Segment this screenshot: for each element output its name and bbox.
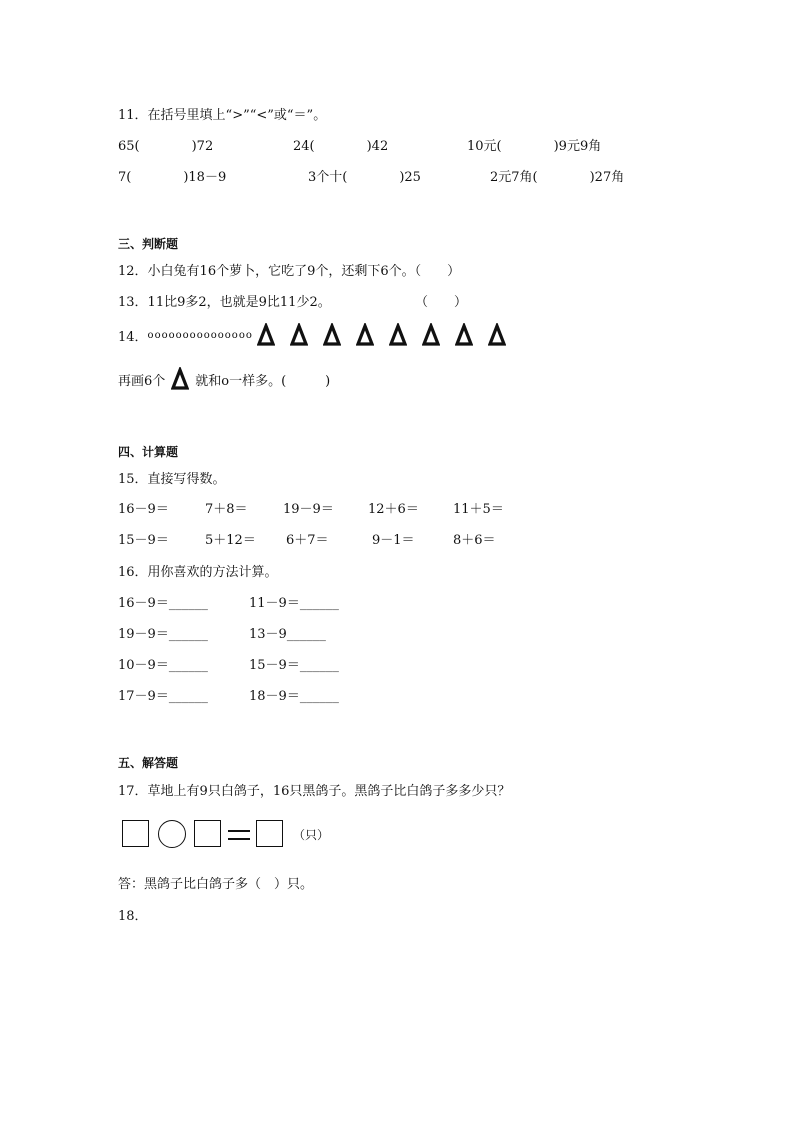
answer-box <box>122 820 149 847</box>
q11-item: 24( )42 <box>293 139 389 154</box>
question-17: 17．草地上有9只白鸽子，16只黑鸽子。黑鸽子比白鸽子多多少只？ <box>118 784 511 799</box>
question-18: 18． <box>118 909 148 924</box>
triangle-icon <box>488 323 506 347</box>
calc-blank: 16－9＝______ <box>118 596 208 611</box>
triangle-icon <box>257 323 275 347</box>
calc-item: 7＋8＝ <box>205 502 248 517</box>
triangle-icon <box>323 323 341 347</box>
calc-item: 5＋12＝ <box>205 533 256 548</box>
question-15: 15．直接写得数。 <box>118 472 226 487</box>
operator-circle <box>158 820 186 848</box>
question-14-number: 14． <box>118 329 148 345</box>
calc-blank: 11－9＝______ <box>249 596 339 611</box>
q14b-suffix: 就和o一样多。( ) <box>195 373 331 389</box>
triangle-icon <box>171 367 189 391</box>
q11-item: 3个十( )25 <box>308 170 421 185</box>
calc-item: 16－9＝ <box>118 502 169 517</box>
question-16: 16．用你喜欢的方法计算。 <box>118 565 278 580</box>
section-heading: 三、判断题 <box>118 237 179 251</box>
calc-item: 9－1＝ <box>372 533 415 548</box>
triangles-row <box>257 323 506 347</box>
calc-blank: 15－9＝______ <box>249 658 339 673</box>
calc-blank: 10－9＝______ <box>118 658 208 673</box>
question-13: 13．11比9多2，也就是9比11少2。 <box>118 295 331 310</box>
calc-item: 15－9＝ <box>118 533 169 548</box>
q11-item: 65( )72 <box>118 139 214 154</box>
answer-box <box>194 820 221 847</box>
calc-item: 8＋6＝ <box>453 533 496 548</box>
section-heading: 四、计算题 <box>118 445 179 459</box>
triangle-icon <box>356 323 374 347</box>
q11-item: 10元( )9元9角 <box>467 139 602 154</box>
question-11-title: 11．在括号里填上“>”“<”或“＝”。 <box>118 108 327 123</box>
triangle-icon <box>290 323 308 347</box>
question-14 <box>118 320 506 350</box>
calc-blank: 17－9＝______ <box>118 689 208 704</box>
triangle-icon <box>455 323 473 347</box>
calc-item: 11＋5＝ <box>453 502 504 517</box>
calc-item: 12＋6＝ <box>368 502 419 517</box>
calc-blank: 18－9＝______ <box>249 689 339 704</box>
section-heading: 五、解答题 <box>118 756 179 770</box>
answer-box <box>256 820 283 847</box>
q11-item: 2元7角( )27角 <box>490 170 625 185</box>
calc-item: 19－9＝ <box>283 502 334 517</box>
calc-blank: 13－9______ <box>249 627 326 642</box>
question-14-part-b <box>118 364 330 394</box>
q14b-prefix: 再画6个 <box>118 373 166 389</box>
question-12: 12．小白兔有16个萝卜，它吃了9个，还剩下6个。（ ） <box>118 264 461 279</box>
calc-blank: 19－9＝______ <box>118 627 208 642</box>
triangle-icon <box>389 323 407 347</box>
question-13-paren: （ ） <box>415 295 468 310</box>
circles-row: ooooooooooooooo <box>147 329 253 341</box>
calc-item: 6＋7＝ <box>286 533 329 548</box>
q11-item: 7( )18－9 <box>118 170 227 185</box>
answer-line: 答：黑鸽子比白鸽子多（ ）只。 <box>118 877 314 892</box>
triangle-icon <box>422 323 440 347</box>
unit-label: （只） <box>293 828 330 842</box>
